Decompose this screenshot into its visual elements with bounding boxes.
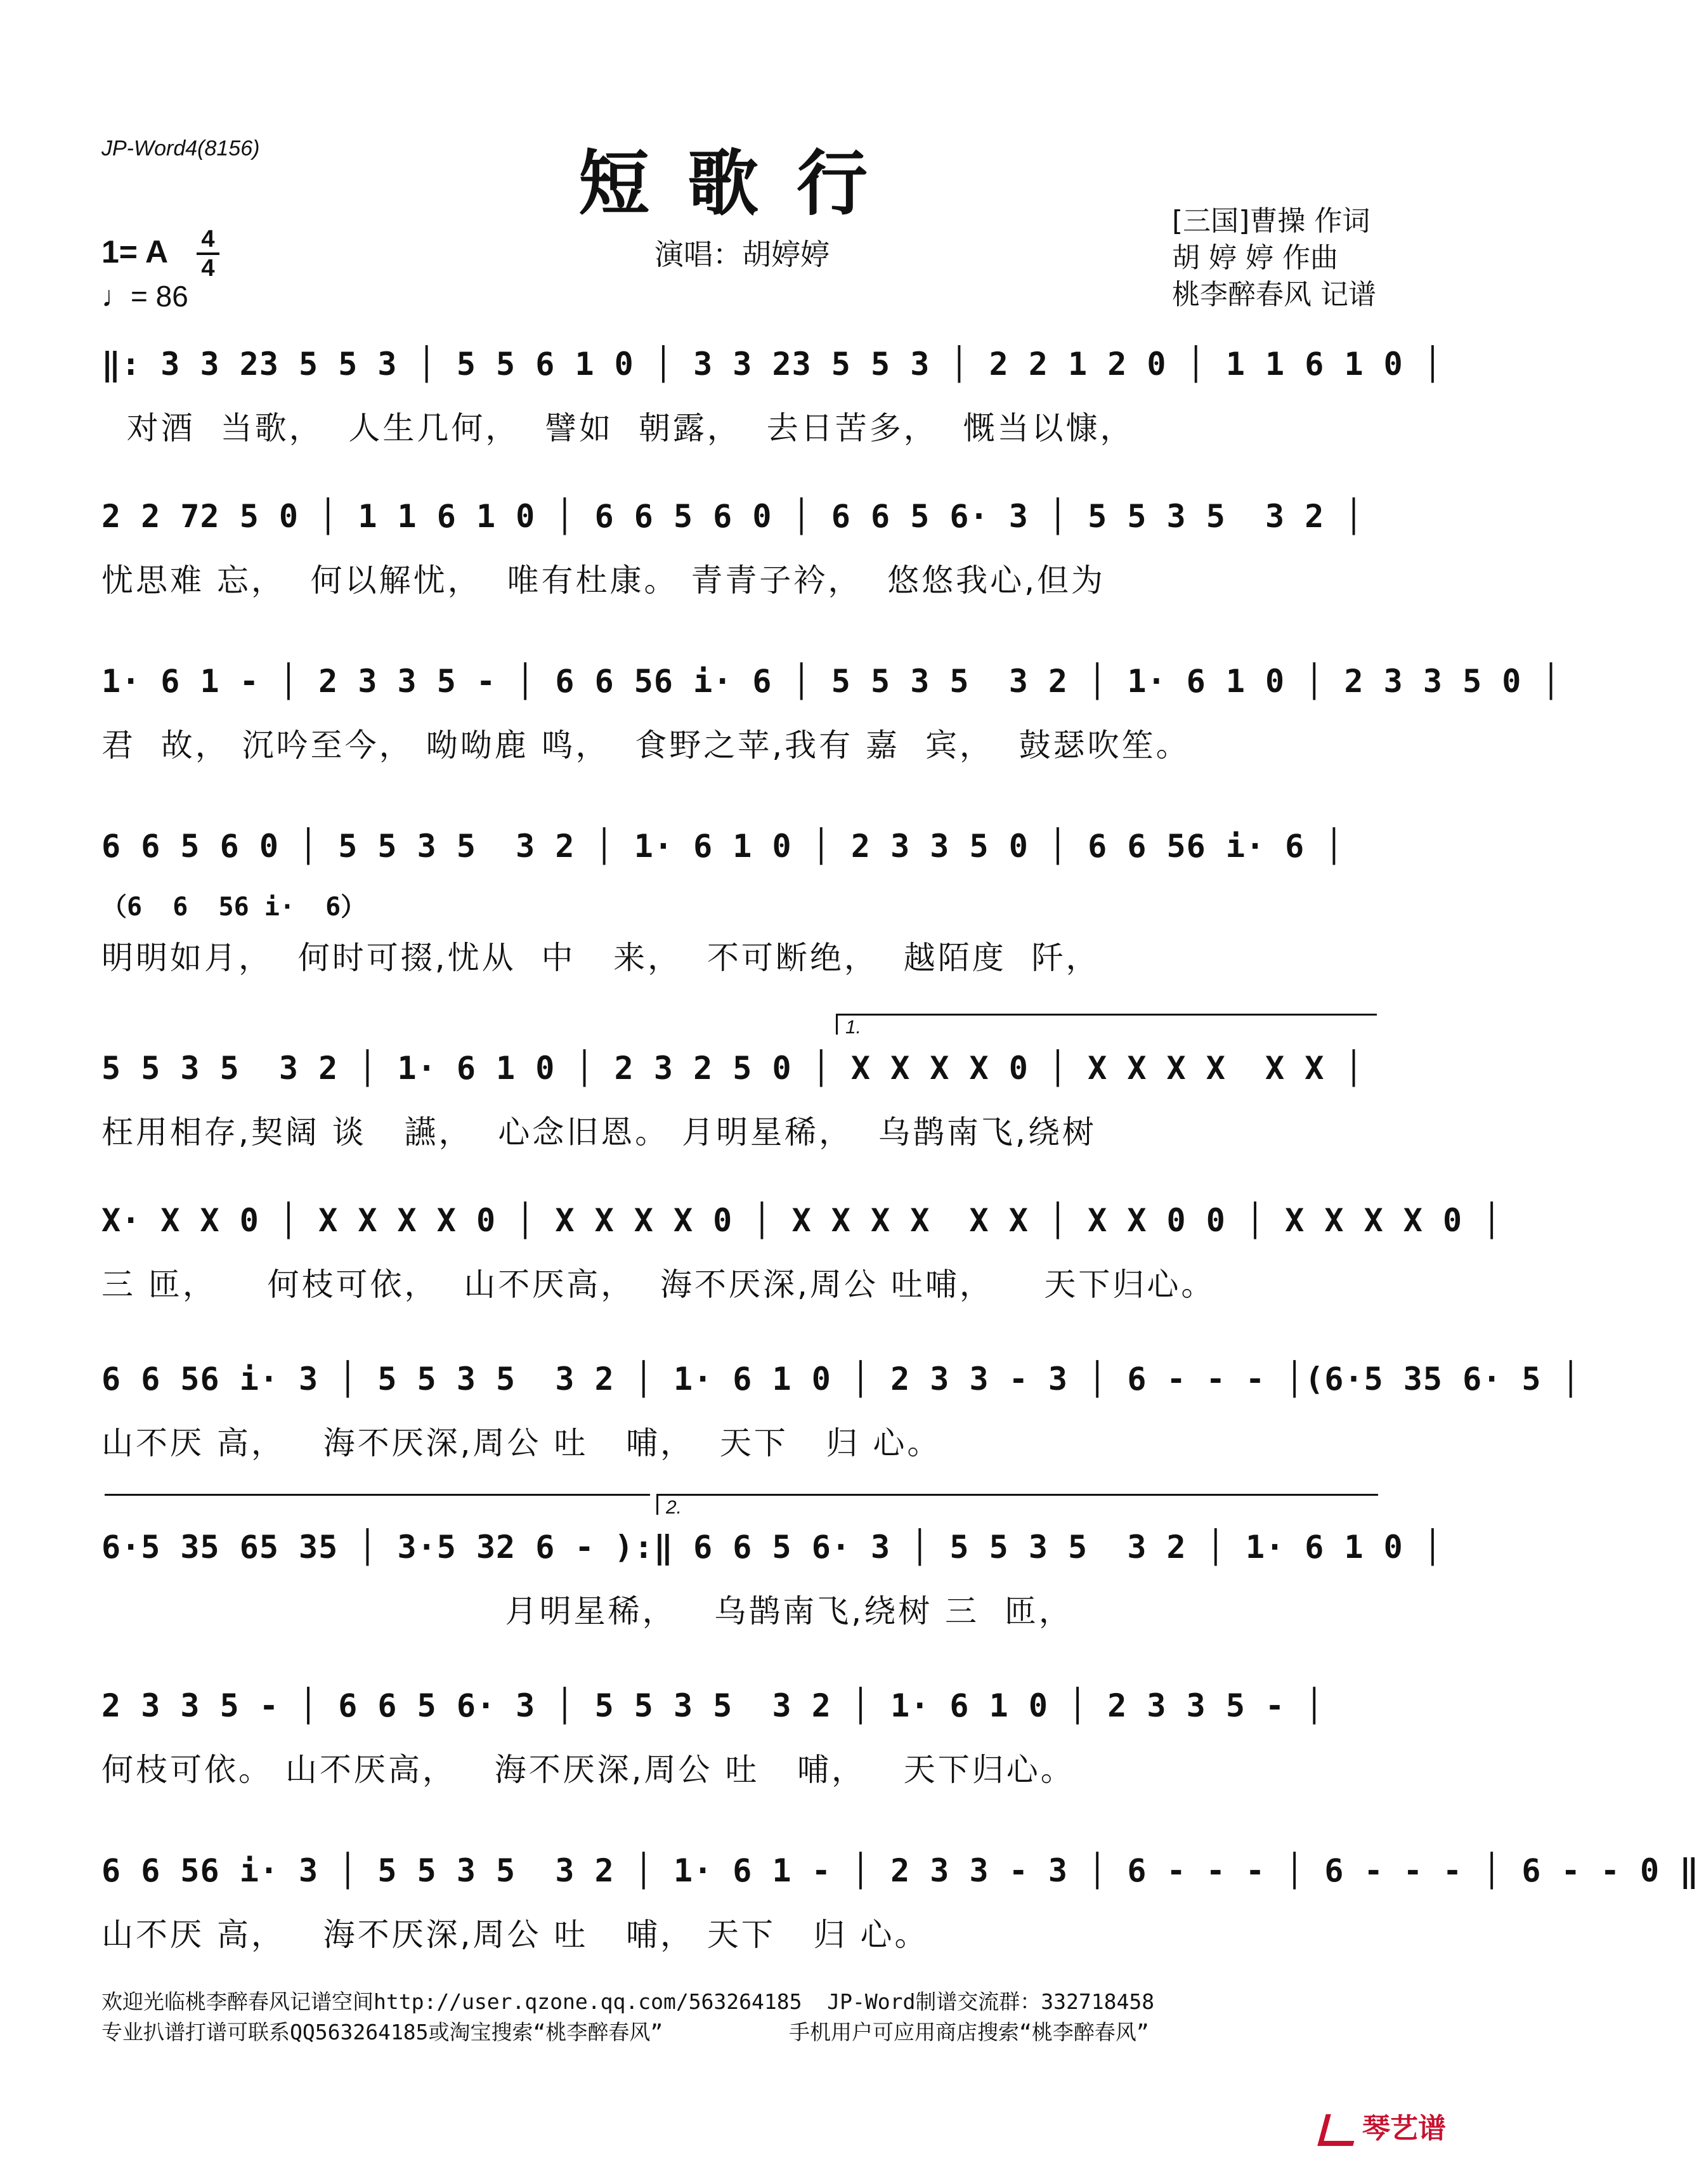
volta-bracket-2: 2. <box>656 1494 1378 1515</box>
notation-line-2: 2 2 72 5 0 │ 1 1 6 1 0 │ 6 6 5 6 0 │ 6 6 5 6· 3 │ 5 5 3 5 3 2 │ <box>101 498 1364 535</box>
time-sig-top: 4 <box>201 226 215 252</box>
intro-notation: （6 6 56 i· 6） <box>101 893 367 922</box>
watermark-logo <box>1322 2105 1446 2146</box>
volta-continuation <box>105 1494 650 1496</box>
lyrics-line-2: 忧思难 忘， 何以解忧， 唯有杜康。 青青子衿， 悠悠我心,但为 <box>101 562 1106 599</box>
notation-line-3: 1· 6 1 - │ 2 3 3 5 - │ 6 6 56 i· 6 │ 5 5 3 5 3 2 │ 1· 6 1 0 │ 2 3 3 5 0 │ <box>101 663 1561 700</box>
footer-line-2: 专业扒谱打谱可联系QQ563264185或淘宝搜索“桃李醉春风” 手机用户可应用商店搜索“桃李醉春风” <box>101 2020 1149 2044</box>
lyrics-line-6: 三 匝， 何枝可依， 山不厌高， 海不厌深,周公 吐哺， 天下归心。 <box>101 1266 1216 1303</box>
watermark-text: 琴艺谱 <box>1362 2112 1446 2145</box>
lyricist-credit: [三国]曹操 作词 <box>1172 205 1370 237</box>
lyrics-line-9: 何枝可依。 山不厌高， 海不厌深,周公 吐 哺， 天下归心。 <box>101 1751 1075 1788</box>
lyrics-line-3: 君 故， 沉吟至今， 呦呦鹿 鸣， 食野之苹,我有 嘉 宾， 鼓瑟吹笙。 <box>101 727 1190 764</box>
time-sig-bottom: 4 <box>201 255 215 282</box>
lyrics-line-7: 山不厌 高， 海不厌深,周公 吐 哺， 天下 归 心。 <box>101 1425 942 1461</box>
lyrics-line-8: 月明星稀， 乌鹊南飞,绕树 三 匝， <box>101 1593 1073 1630</box>
tempo-marking: ♩= 86 <box>101 280 188 313</box>
lyrics-line-4: 明明如月， 何时可掇,忧从 中 来， 不可断绝， 越陌度 阡， <box>101 939 1100 976</box>
composer-credit: 胡 婷 婷 作曲 <box>1172 242 1338 274</box>
time-signature <box>197 227 219 280</box>
lyrics-line-1: 对酒 当歌， 人生几何， 譬如 朝露， 去日苦多， 慨当以慷， <box>101 410 1135 447</box>
transcriber-credit: 桃李醉春风 记谱 <box>1172 278 1376 311</box>
volta-bracket-1: 1. <box>836 1014 1377 1035</box>
lyrics-line-10: 山不厌 高， 海不厌深,周公 吐 哺， 天下 归 心。 <box>101 1916 929 1953</box>
singer-credit: 演唱：胡婷婷 <box>654 237 830 271</box>
software-label: JP-Word4(8156) <box>101 136 260 160</box>
credits <box>1172 203 1376 313</box>
notation-line-4: 6 6 5 6 0 │ 5 5 3 5 3 2 │ 1· 6 1 0 │ 2 3 3 5 0 │ 6 6 56 i· 6 │ <box>101 828 1344 865</box>
notation-line-9: 2 3 3 5 - │ 6 6 5 6· 3 │ 5 5 3 5 3 2 │ 1· 6 1 0 │ 2 3 3 5 - │ <box>101 1687 1325 1724</box>
notation-line-7: 6 6 56 i· 3 │ 5 5 3 5 3 2 │ 1· 6 1 0 │ 2 3 3 - 3 │ 6 - - - │(6·5 35 6· 5 │ <box>101 1361 1581 1397</box>
song-title: 短歌行 <box>578 142 906 225</box>
key-signature: 1= A <box>101 234 169 270</box>
notation-line-6: X· X X 0 │ X X X X 0 │ X X X X 0 │ X X X X X X │ X X 0 0 │ X X X X 0 │ <box>101 1202 1502 1239</box>
notation-line-8: 6·5 35 65 35 │ 3·5 32 6 - ):‖ 6 6 5 6· 3 │ 5 5 3 5 3 2 │ 1· 6 1 0 │ <box>101 1529 1443 1566</box>
footer-line-1: 欢迎光临桃李醉春风记谱空间http://user.qzone.qq.com/563264185 JP-Word制谱交流群：332718458 <box>101 1989 1155 2014</box>
lyrics-line-5: 枉用相存,契阔 谈 讌， 心念旧恩。 月明星稀， 乌鹊南飞,绕树 <box>101 1114 1097 1151</box>
notation-line-1: ‖: 3 3 23 5 5 3 │ 5 5 6 1 0 │ 3 3 23 5 5 3 │ 2 2 1 2 0 │ 1 1 6 1 0 │ <box>101 346 1443 383</box>
notation-line-10: 6 6 56 i· 3 │ 5 5 3 5 3 2 │ 1· 6 1 - │ 2 3 3 - 3 │ 6 - - - │ 6 - - - │ 6 - - 0 ‖ <box>101 1852 1699 1889</box>
logo-icon <box>1317 2114 1361 2146</box>
notation-line-5: 5 5 3 5 3 2 │ 1· 6 1 0 │ 2 3 2 5 0 │ X X X X 0 │ X X X X X X │ <box>101 1050 1364 1087</box>
